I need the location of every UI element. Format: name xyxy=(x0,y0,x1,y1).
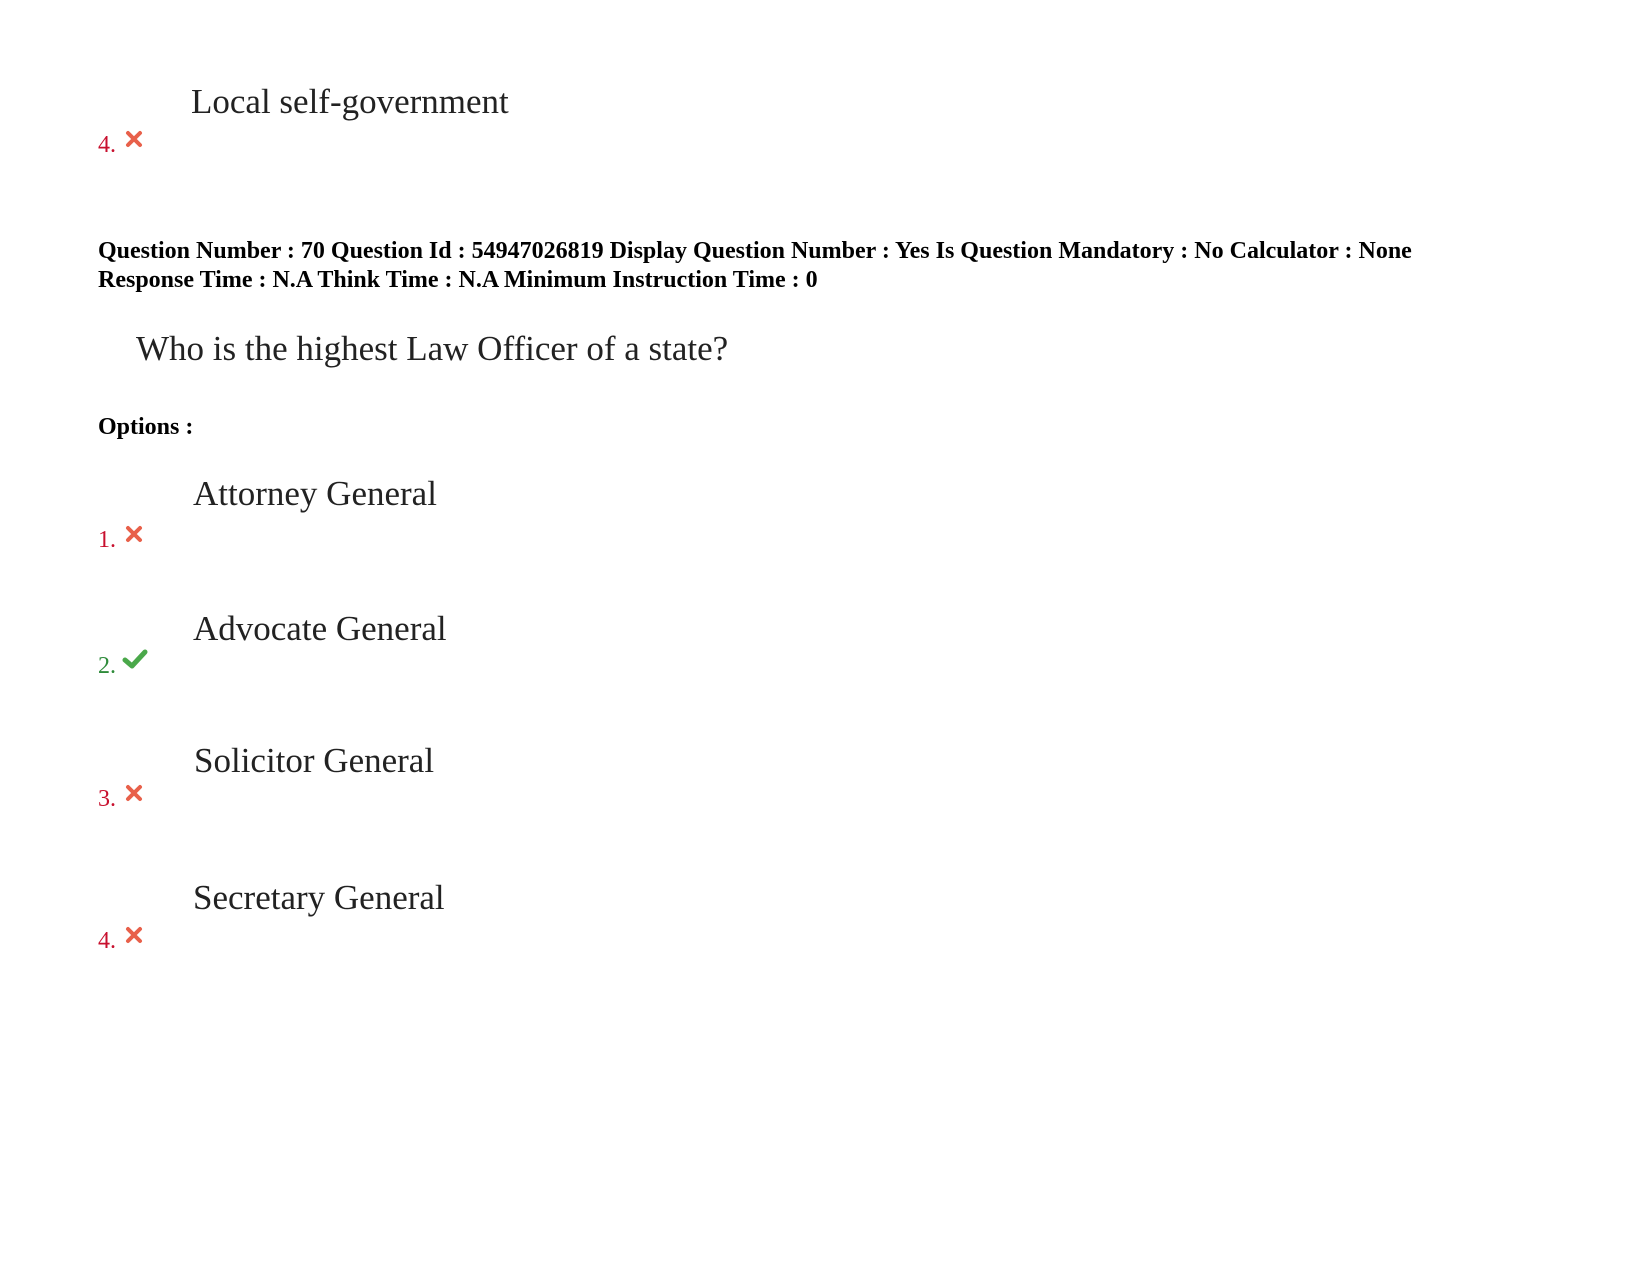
option-number: 1. xyxy=(98,527,116,553)
option-text: Solicitor General xyxy=(194,741,435,780)
cross-icon xyxy=(125,784,143,807)
question-meta-line-2: Response Time : N.A Think Time : N.A Minimum Instruction Time : 0 xyxy=(98,267,818,293)
question-text: Who is the highest Law Officer of a state? xyxy=(136,329,729,368)
cross-icon xyxy=(125,525,143,548)
cross-icon xyxy=(125,926,143,949)
option-text: Secretary General xyxy=(193,878,445,917)
question-meta xyxy=(98,237,1412,295)
option-text: Attorney General xyxy=(193,474,437,513)
option-number: 3. xyxy=(98,786,116,812)
option-number: 4. xyxy=(98,928,116,954)
question-meta-line-1: Question Number : 70 Question Id : 54947026819 Display Question Number : Yes Is Question Mandatory : No Calculator : None xyxy=(98,238,1412,264)
check-icon xyxy=(122,648,148,675)
options-label: Options : xyxy=(98,414,194,440)
option-number: 4. xyxy=(98,132,116,158)
cross-icon xyxy=(125,130,143,153)
option-number: 2. xyxy=(98,653,116,679)
option-text: Local self-government xyxy=(191,82,509,121)
option-text: Advocate General xyxy=(193,609,447,648)
